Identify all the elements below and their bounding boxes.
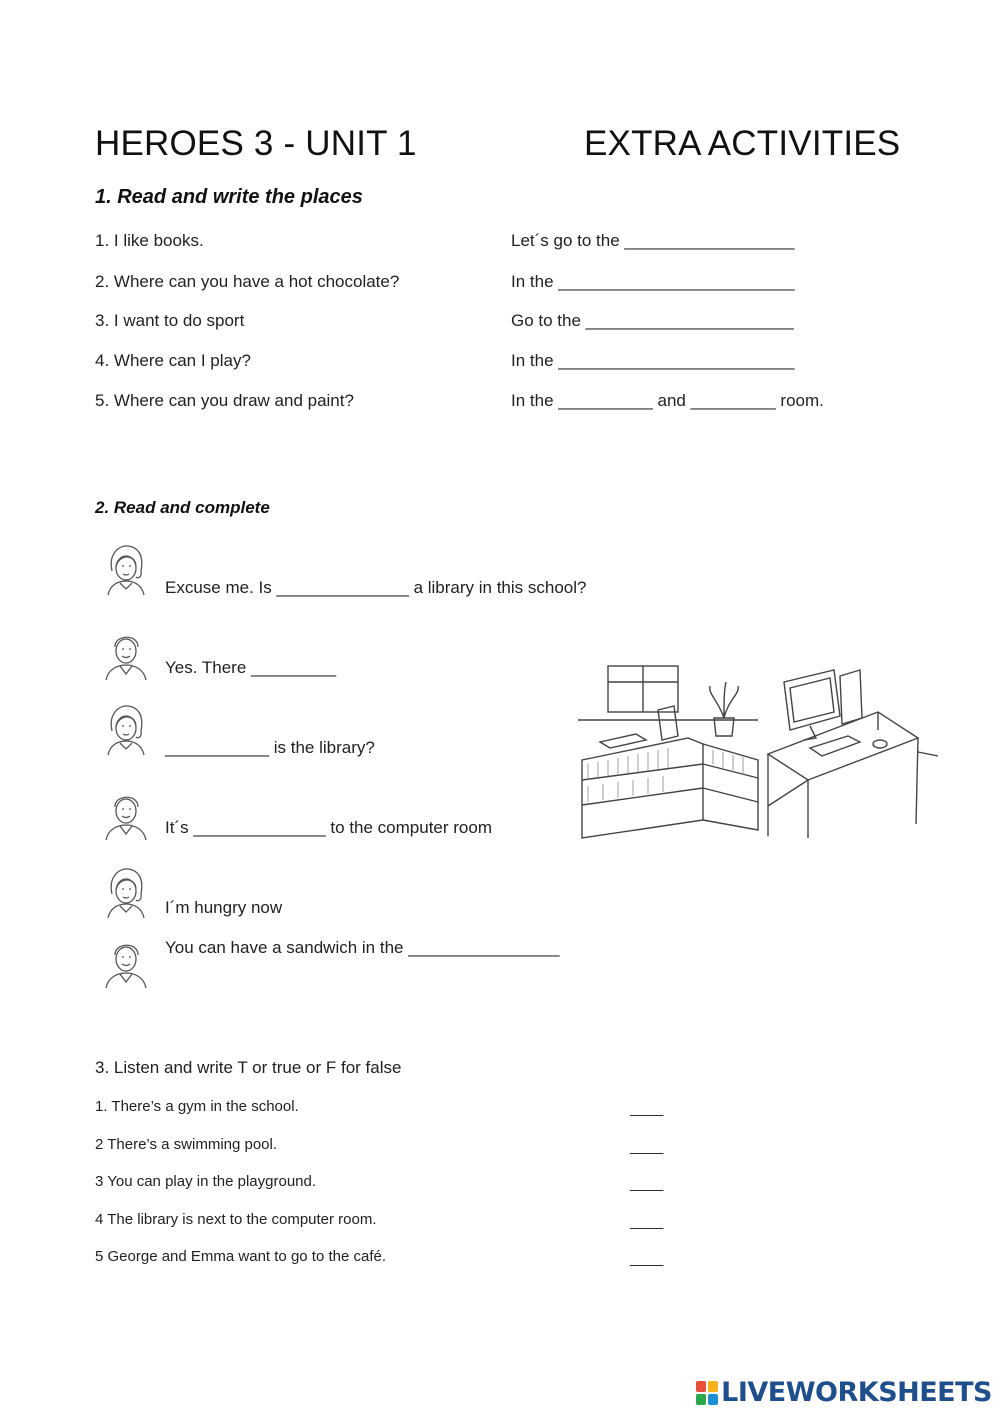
s1-question-3: 3. I want to do sport <box>95 311 245 330</box>
liveworksheets-logo-text: LIVEWORKSHEETS <box>721 1377 992 1408</box>
section2-heading: 2. Read and complete <box>95 498 270 517</box>
s1-answer-1: Let´s go to the __________________ <box>511 231 795 250</box>
s1-answer-3: Go to the ______________________ <box>511 311 794 330</box>
logo-tile-green <box>696 1394 706 1405</box>
logo-tile-yellow <box>708 1381 718 1392</box>
dialogue-line-3: ___________ is the library? <box>165 738 375 757</box>
worksheet-title-left: HEROES 3 - UNIT 1 <box>95 124 417 163</box>
tf-answer-blank-1[interactable]: ____ <box>630 1100 664 1117</box>
tf-statement-2: 2 There’s a swimming pool. <box>95 1136 278 1153</box>
s1-question-4: 4. Where can I play? <box>95 351 251 370</box>
logo-tile-red <box>696 1381 706 1392</box>
girl-avatar-icon <box>98 864 154 920</box>
dialogue-line-2: Yes. There _________ <box>165 658 337 677</box>
s1-answer-4: In the _________________________ <box>511 351 795 370</box>
dialogue-line-6: You can have a sandwich in the ________________ <box>165 938 560 957</box>
tf-answer-blank-3[interactable]: ____ <box>630 1175 664 1192</box>
boy-avatar-icon <box>98 933 154 989</box>
liveworksheets-logo <box>696 1377 992 1408</box>
dialogue-line-5: I´m hungry now <box>165 898 283 917</box>
s1-answer-5: In the __________ and _________ room. <box>511 391 824 410</box>
tf-statement-4: 4 The library is next to the computer room. <box>95 1211 377 1228</box>
girl-avatar-icon <box>98 701 154 757</box>
section3-heading: 3. Listen and write T or true or F for false <box>95 1058 402 1077</box>
library-computer-room-illustration <box>578 660 938 842</box>
logo-tile-blue <box>708 1394 718 1405</box>
liveworksheets-logo-icon <box>696 1381 718 1405</box>
dialogue-line-1: Excuse me. Is ______________ a library in this school? <box>165 578 587 597</box>
s1-answer-2: In the _________________________ <box>511 272 795 291</box>
s1-question-1: 1. I like books. <box>95 231 204 250</box>
worksheet-title-right: EXTRA ACTIVITIES <box>584 124 901 163</box>
dialogue-line-4: It´s ______________ to the computer room <box>165 818 492 837</box>
tf-answer-blank-5[interactable]: ____ <box>630 1250 664 1267</box>
tf-statement-5: 5 George and Emma want to go to the café. <box>95 1248 387 1265</box>
s1-question-2: 2. Where can you have a hot chocolate? <box>95 272 400 291</box>
boy-avatar-icon <box>98 625 154 681</box>
tf-answer-blank-4[interactable]: ____ <box>630 1213 664 1230</box>
boy-avatar-icon <box>98 785 154 841</box>
girl-avatar-icon <box>98 541 154 597</box>
tf-statement-1: 1. There’s a gym in the school. <box>95 1098 299 1115</box>
s1-question-5: 5. Where can you draw and paint? <box>95 391 354 410</box>
tf-statement-3: 3 You can play in the playground. <box>95 1173 317 1190</box>
section1-heading: 1. Read and write the places <box>95 186 363 208</box>
tf-answer-blank-2[interactable]: ____ <box>630 1138 664 1155</box>
